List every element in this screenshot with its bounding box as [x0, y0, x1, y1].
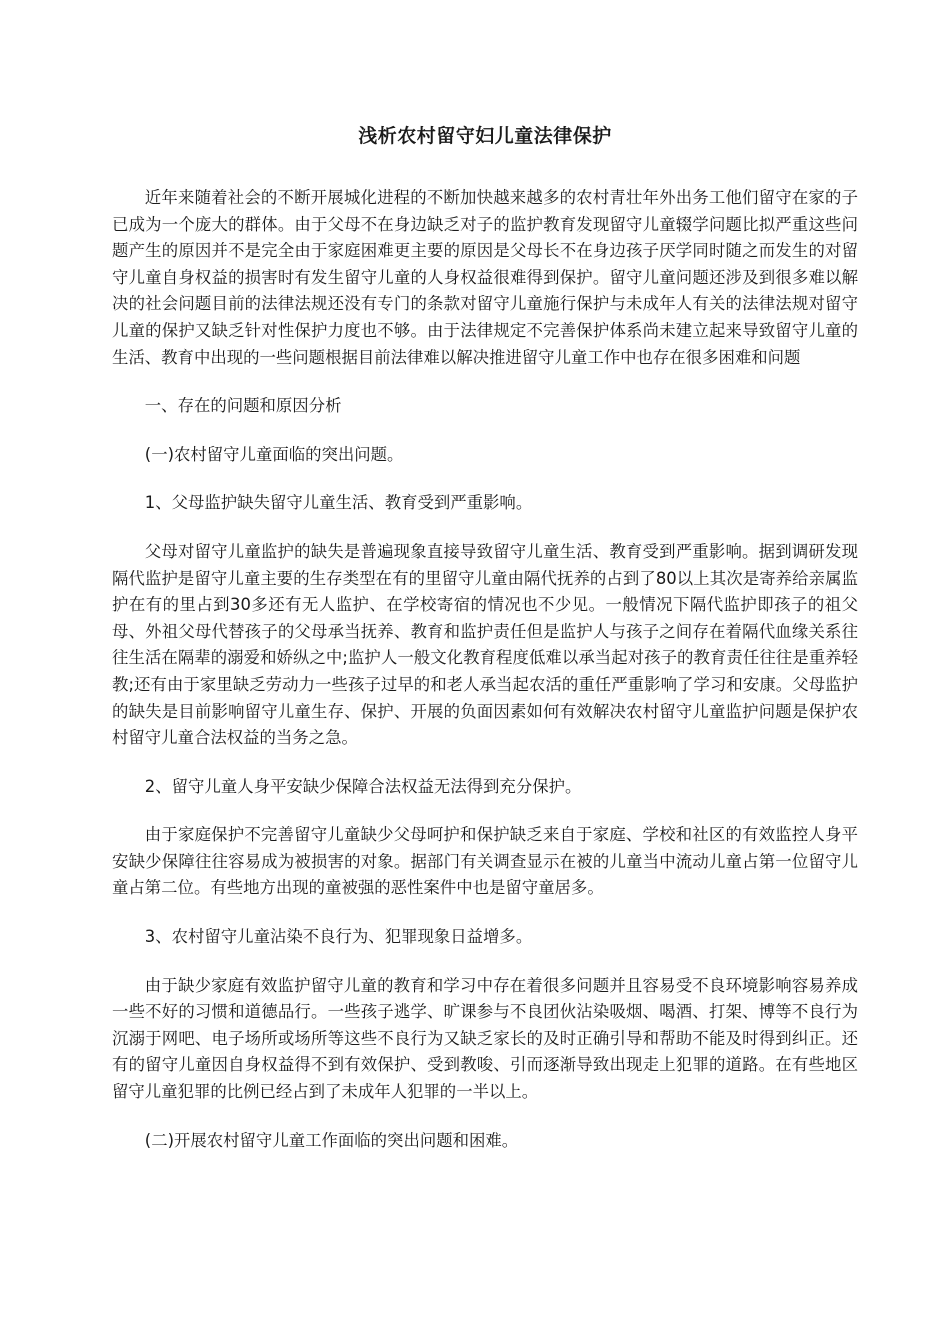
- item-heading-3: 3、农村留守儿童沾染不良行为、犯罪现象日益增多。: [144, 927, 533, 947]
- subsection-heading-2: (二)开展农村留守儿童工作面临的突出问题和困难。: [144, 1130, 519, 1150]
- item-body-3: 由于缺少家庭有效监护留守儿童的教育和学习中存在着很多问题并且容易受不良环境影响容易养成一些不好的习惯和道德品行。一些孩子逃学、旷课参与不良团伙沾染吸烟、喝酒、打架、博等不良行为沉溺于网吧、电子场所或场所等这些不良行为又缺乏家长的及时正确引导和帮助不能及时得到纠正。还有的留守儿童因自身权益得不到有效保护、受到教唆、引而逐渐导致出现走上犯罪的道路。在有些地区留守儿童犯罪的比例已经占到了未成年人犯罪的一半以上。: [112, 975, 858, 1102]
- item-heading-1: 1、父母监护缺失留守儿童生活、教育受到严重影响。: [144, 493, 533, 513]
- item-heading-2: 2、留守儿童人身平安缺少保障合法权益无法得到充分保护。: [144, 776, 582, 796]
- intro-paragraph: 近年来随着社会的不断开展城化进程的不断加快越来越多的农村青壮年外出务工他们留守在家的子已成为一个庞大的群体。由于父母不在身边缺乏对子的监护教育发现留守儿童辍学问题比拟严重这些问题产生的原因并不是完全由于家庭困难更主要的原因是父母长不在身边孩子厌学同时随之而发生的对留守儿童自身权益的损害时有发生留守儿童的人身权益很难得到保护。留守儿童问题还涉及到很多难以解决的社会问题目前的法律法规还没有专门的条款对留守儿童施行保护与未成年人有关的法律法规对留守儿童的保护又缺乏针对性保护力度也不够。由于法律规定不完善保护体系尚未建立起来导致留守儿童的生活、教育中出现的一些问题根据目前法律难以解决推进留守儿童工作中也存在很多困难和问题: [112, 188, 858, 367]
- item-body-2: 由于家庭保护不完善留守儿童缺少父母呵护和保护缺乏来自于家庭、学校和社区的有效监控人身平安缺少保障往往容易成为被损害的对象。据部门有关调查显示在被的儿童当中流动儿童占第一位留守儿童占第二位。有些地方出现的童被强的恶性案件中也是留守童居多。: [112, 825, 858, 898]
- document-title: 浅析农村留守妇儿童法律保护: [358, 125, 612, 147]
- subsection-heading-1: (一)农村留守儿童面临的突出问题。: [144, 444, 404, 464]
- document-page: [112, 0, 858, 1154]
- item-body-1: 父母对留守儿童监护的缺失是普遍现象直接导致留守儿童生活、教育受到严重影响。据到调研发现隔代监护是留守儿童主要的生存类型在有的里留守儿童由隔代抚养的占到了80以上其次是寄养给亲属监护在有的里占到30多还有无人监护、在学校寄宿的情况也不少见。一般情况下隔代监护即孩子的祖父母、外祖父母代替孩子的父母承当抚养、教育和监护责任但是监护人与孩子之间存在着隔代血缘关系往往生活在隔辈的溺爱和娇纵之中;监护人一般文化教育程度低难以承当起对孩子的教育责任往往是重养轻教;还有由于家里缺乏劳动力一些孩子过早的和老人承当起农活的重任严重影响了学习和安康。父母监护的缺失是目前影响留守儿童生存、保护、开展的负面因素如何有效解决农村留守儿童监护问题是保护农村留守儿童合法权益的当务之急。: [112, 541, 858, 748]
- section-heading-1: 一、存在的问题和原因分析: [144, 396, 342, 416]
